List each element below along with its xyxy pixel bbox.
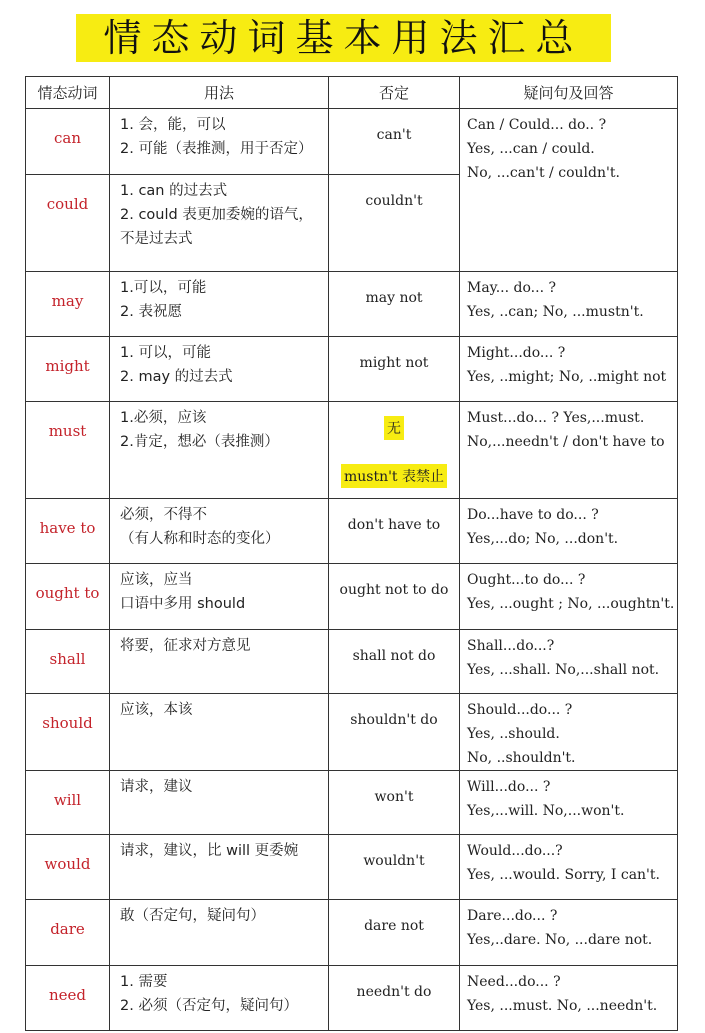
- question-cell: [460, 835, 678, 900]
- qa-line: No, ...can't / couldn't.: [467, 165, 620, 181]
- verb-cell: have to: [26, 499, 110, 564]
- verb-cell: need: [26, 966, 110, 1031]
- usage-line: 必须，不得不: [120, 507, 207, 523]
- usage-cell: [110, 272, 329, 337]
- usage-cell: [110, 771, 329, 835]
- qa-line: Might...do... ?: [467, 345, 566, 361]
- qa-line: Can / Could... do.. ?: [467, 117, 607, 133]
- usage-line: 请求，建议: [120, 779, 193, 795]
- qa-line: Yes,...will. No,...won't.: [467, 803, 625, 819]
- question-cell: [460, 109, 678, 272]
- verb-cell: can: [26, 109, 110, 175]
- qa-line: No,...needn't / don't have to: [467, 434, 665, 450]
- usage-line: （有人称和时态的变化）: [120, 531, 280, 547]
- verb-cell: shall: [26, 630, 110, 694]
- usage-line: 2. may 的过去式: [120, 369, 233, 385]
- qa-line: Must...do... ? Yes,...must.: [467, 410, 645, 426]
- negative-cell: shall not do: [329, 630, 460, 694]
- qa-line: Yes, ..can; No, ...mustn't.: [467, 304, 644, 320]
- qa-line: Yes, ..might; No, ..might not: [467, 369, 667, 385]
- verb-cell: should: [26, 694, 110, 771]
- question-cell: [460, 337, 678, 402]
- table-row: [26, 900, 678, 966]
- verb-cell: could: [26, 175, 110, 272]
- negative-cell: can't: [329, 109, 460, 175]
- negative-cell: won't: [329, 771, 460, 835]
- usage-cell: [110, 564, 329, 630]
- usage-cell: [110, 835, 329, 900]
- question-cell: [460, 564, 678, 630]
- negative-cell: shouldn't do: [329, 694, 460, 771]
- qa-line: Ought...to do... ?: [467, 572, 586, 588]
- qa-line: Will...do... ?: [467, 779, 551, 795]
- usage-cell: [110, 966, 329, 1031]
- usage-line: 1. 会，能，可以: [120, 117, 226, 133]
- usage-cell: [110, 630, 329, 694]
- qa-line: Yes, ...shall. No,...shall not.: [467, 662, 660, 678]
- qa-line: Shall...do...?: [467, 638, 555, 654]
- usage-line: 1. can 的过去式: [120, 183, 228, 199]
- negative-cell: couldn't: [329, 175, 460, 272]
- title-area: [0, 0, 705, 75]
- usage-line: 应该，应当: [120, 572, 193, 588]
- question-cell: [460, 771, 678, 835]
- negative-cell: don't have to: [329, 499, 460, 564]
- verb-cell: would: [26, 835, 110, 900]
- page-title: 情态动词基本用法汇总: [76, 14, 611, 62]
- qa-line: Yes, ...would. Sorry, I can't.: [467, 867, 660, 883]
- negative-cell: may not: [329, 272, 460, 337]
- header-usage: 用法: [110, 77, 329, 109]
- usage-line: 请求，建议，比 will 更委婉: [120, 843, 299, 859]
- qa-line: Yes, ...can / could.: [467, 141, 595, 157]
- verb-cell: will: [26, 771, 110, 835]
- qa-line: Would...do...?: [467, 843, 563, 859]
- table-row: [26, 694, 678, 771]
- usage-line: 应该，本该: [120, 702, 193, 718]
- table-row: [26, 337, 678, 402]
- usage-line: 1.可以，可能: [120, 280, 207, 296]
- qa-line: No, ..shouldn't.: [467, 750, 576, 766]
- highlight-prohibition: mustn't 表禁止: [341, 464, 447, 488]
- usage-cell: [110, 694, 329, 771]
- question-cell: [460, 499, 678, 564]
- usage-cell: [110, 402, 329, 499]
- highlight-none: 无: [384, 416, 404, 440]
- header-question: 疑问句及回答: [460, 77, 678, 109]
- usage-line: 敢（否定句，疑问句）: [120, 908, 265, 924]
- qa-line: Yes, ...must. No, ...needn't.: [467, 998, 658, 1014]
- usage-line: 2. 必须（否定句，疑问句）: [120, 998, 298, 1014]
- table-row: [26, 499, 678, 564]
- negative-cell: dare not: [329, 900, 460, 966]
- verb-cell: dare: [26, 900, 110, 966]
- table-row: [26, 272, 678, 337]
- qa-line: Yes,..dare. No, ...dare not.: [467, 932, 653, 948]
- question-cell: [460, 402, 678, 499]
- question-cell: [460, 966, 678, 1031]
- qa-line: Yes,...do; No, ...don't.: [467, 531, 619, 547]
- question-cell: [460, 272, 678, 337]
- question-cell: [460, 900, 678, 966]
- usage-line: 1. 需要: [120, 974, 168, 990]
- qa-line: Need...do... ?: [467, 974, 561, 990]
- verb-cell: might: [26, 337, 110, 402]
- usage-line: 2.肯定，想必（表推测）: [120, 434, 279, 450]
- question-cell: [460, 694, 678, 771]
- negative-cell: ought not to do: [329, 564, 460, 630]
- verb-cell: may: [26, 272, 110, 337]
- negative-cell: [329, 402, 460, 499]
- qa-line: Yes, ...ought ; No, ...oughtn't.: [467, 596, 675, 612]
- table-row: [26, 771, 678, 835]
- qa-line: Should...do... ?: [467, 702, 573, 718]
- usage-line: 2. 可能（表推测，用于否定）: [120, 141, 313, 157]
- qa-line: Yes, ..should.: [467, 726, 560, 742]
- table-row: [26, 402, 678, 499]
- negative-cell: wouldn't: [329, 835, 460, 900]
- table-row: [26, 835, 678, 900]
- usage-cell: [110, 337, 329, 402]
- usage-cell: [110, 175, 329, 272]
- question-cell: [460, 630, 678, 694]
- table-row: [26, 564, 678, 630]
- usage-line: 将要，征求对方意见: [120, 638, 251, 654]
- qa-line: May... do... ?: [467, 280, 556, 296]
- table-row: [26, 630, 678, 694]
- negative-cell: might not: [329, 337, 460, 402]
- usage-cell: [110, 499, 329, 564]
- usage-line: 口语中多用 should: [120, 596, 246, 612]
- verb-cell: must: [26, 402, 110, 499]
- qa-line: Dare...do... ?: [467, 908, 558, 924]
- table-header-row: [26, 77, 678, 109]
- usage-line: 1.必须，应该: [120, 410, 207, 426]
- header-verb: 情态动词: [26, 77, 110, 109]
- usage-line: 2. could 表更加委婉的语气，不是过去式: [120, 207, 313, 247]
- qa-line: Do...have to do... ?: [467, 507, 599, 523]
- usage-line: 1. 可以，可能: [120, 345, 211, 361]
- table-row: [26, 109, 678, 175]
- table-row: [26, 966, 678, 1031]
- verb-cell: ought to: [26, 564, 110, 630]
- negative-cell: needn't do: [329, 966, 460, 1031]
- usage-cell: [110, 900, 329, 966]
- header-negative: 否定: [329, 77, 460, 109]
- usage-cell: [110, 109, 329, 175]
- modal-verbs-table: [25, 76, 678, 1031]
- usage-line: 2. 表祝愿: [120, 304, 182, 320]
